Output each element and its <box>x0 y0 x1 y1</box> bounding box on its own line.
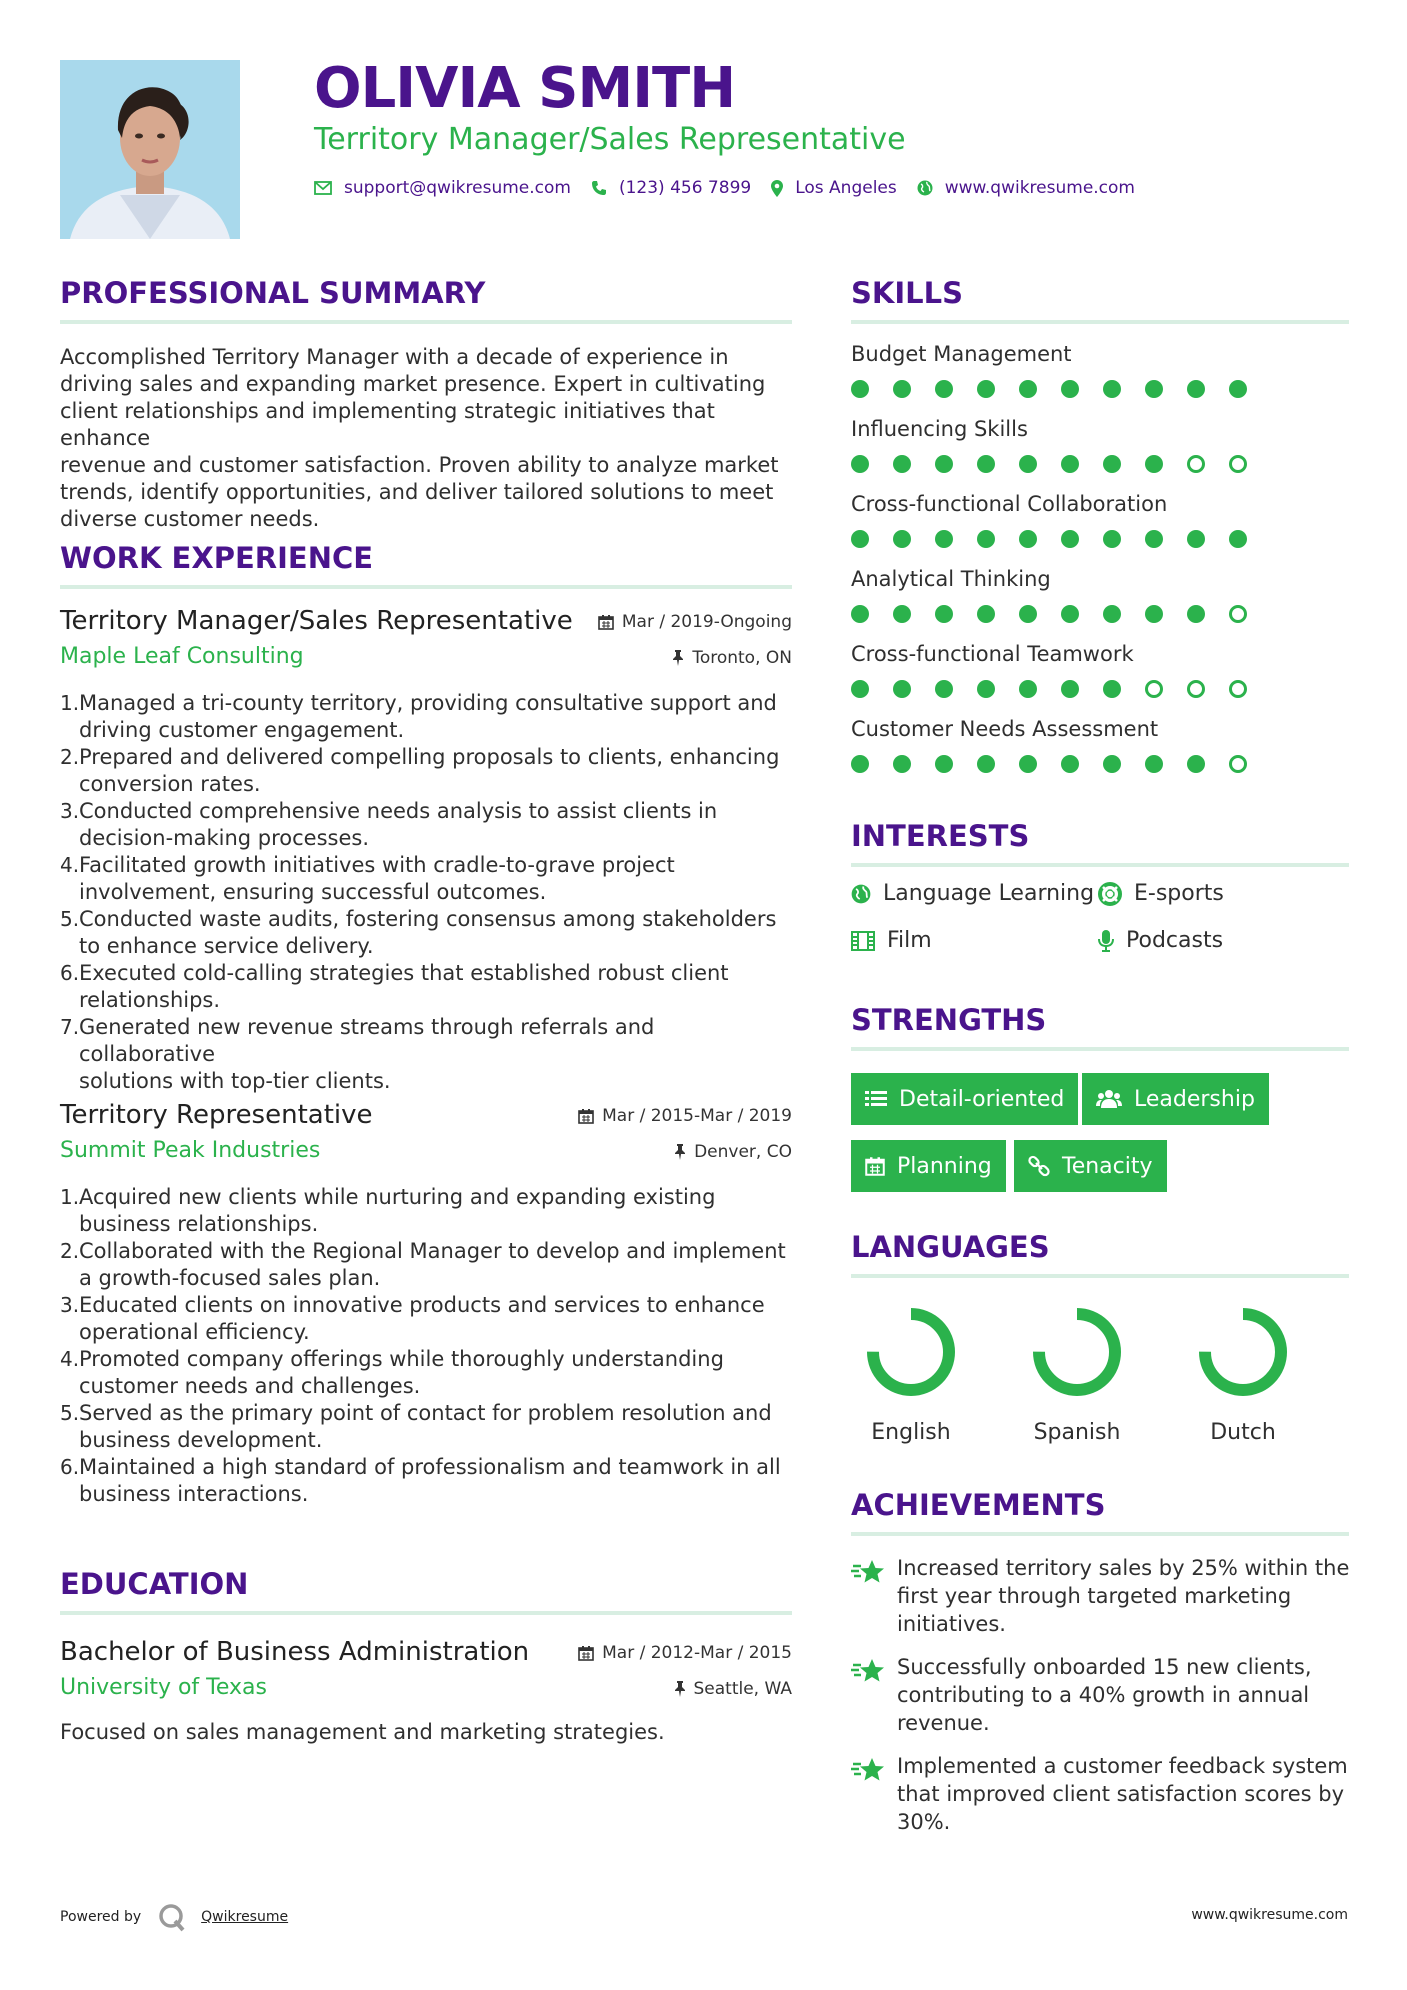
interest-label: Language Learning <box>883 881 1095 906</box>
job-date-text: Mar / 2019-Ongoing <box>621 612 792 632</box>
skill-dot-empty <box>1229 755 1247 773</box>
skill-dot-filled <box>977 680 995 698</box>
skill-dot-empty <box>1145 680 1163 698</box>
education-note: Focused on sales management and marketing strategies. <box>60 1720 665 1744</box>
skill-dot-filled <box>1061 530 1079 548</box>
job-location <box>674 1142 792 1162</box>
skill-dot-filled <box>1019 605 1037 623</box>
strength-badge <box>1082 1073 1269 1125</box>
list-item: 3. Conducted comprehensive needs analysis to assist clients in decision-making processes. <box>60 799 718 850</box>
star-award-icon <box>851 1558 885 1586</box>
skill-dot-empty <box>1229 455 1247 473</box>
language-name: English <box>871 1420 951 1445</box>
job-title: Territory Manager/Sales Representative <box>60 606 573 636</box>
skill-dot-filled <box>1061 680 1079 698</box>
skill-dot-filled <box>1187 755 1205 773</box>
skill-dot-filled <box>893 455 911 473</box>
skill-dot-filled <box>1187 380 1205 398</box>
skill-dot-filled <box>1019 680 1037 698</box>
company-name: Maple Leaf Consulting <box>60 644 304 669</box>
envelope-icon <box>314 181 332 195</box>
list-item: 2. Collaborated with the Regional Manager to develop and implement a growth-focused sales plan. <box>60 1239 786 1290</box>
skill-item <box>851 492 1349 567</box>
language-progress-arc <box>873 1314 949 1390</box>
skill-dot-filled <box>935 605 953 623</box>
summary-line: trends, identify opportunities, and deliver tailored solutions to meet <box>60 480 774 504</box>
list-item: 4. Promoted company offerings while thoroughly understanding customer needs and challenges. <box>60 1347 724 1398</box>
users-icon <box>1096 1089 1122 1109</box>
skill-dot-filled <box>935 680 953 698</box>
contact-bar <box>314 178 1155 198</box>
interest-item <box>1098 928 1223 953</box>
language-item <box>851 1302 971 1445</box>
skill-dot-filled <box>1061 380 1079 398</box>
skill-dot-filled <box>935 530 953 548</box>
globe-icon <box>851 884 871 904</box>
job-location-text: Toronto, ON <box>692 648 792 668</box>
skill-dot-filled <box>1061 755 1079 773</box>
skill-dot-filled <box>893 680 911 698</box>
skill-dot-filled <box>1229 380 1247 398</box>
footer-branding <box>60 1902 288 1932</box>
skill-dot-filled <box>935 755 953 773</box>
list-item: 4. Facilitated growth initiatives with cradle-to-grave project involvement, ensuring successful outcomes. <box>60 853 675 904</box>
website-text: www.qwikresume.com <box>944 178 1135 198</box>
skill-dot-filled <box>1061 605 1079 623</box>
section-divider <box>851 1274 1349 1278</box>
skill-item <box>851 567 1349 642</box>
profile-photo <box>60 60 240 239</box>
skill-dot-filled <box>977 380 995 398</box>
contact-location <box>771 178 897 198</box>
skill-dot-filled <box>1103 380 1121 398</box>
languages-heading: LANGUAGES <box>851 1230 1050 1264</box>
skill-rating <box>851 370 1349 417</box>
summary-line: driving sales and expanding market presence. Expert in cultivating <box>60 372 766 396</box>
link-icon <box>1028 1155 1050 1177</box>
skills-list <box>851 342 1349 792</box>
skill-dot-filled <box>1187 530 1205 548</box>
experience-section <box>60 541 792 589</box>
job-date <box>578 1106 792 1126</box>
list-item: 7. Generated new revenue streams through referrals and collaborative solutions with top-tier clients. <box>60 1015 655 1093</box>
interest-item <box>1098 881 1224 906</box>
achievement-item <box>851 1653 1357 1737</box>
interest-label: E-sports <box>1134 881 1224 906</box>
language-item <box>1183 1302 1303 1445</box>
education-section <box>60 1567 792 1746</box>
skill-dot-filled <box>893 380 911 398</box>
list-item: 1. Managed a tri-county territory, providing consultative support and driving customer engagement. <box>60 691 777 742</box>
skill-dot-filled <box>1019 755 1037 773</box>
skill-dot-filled <box>851 680 869 698</box>
skill-rating <box>851 445 1349 492</box>
list-item: 6. Maintained a high standard of professionalism and teamwork in all business interactions. <box>60 1455 781 1506</box>
summary-section <box>60 276 792 533</box>
skill-item <box>851 717 1349 792</box>
star-award-icon <box>851 1657 885 1685</box>
skill-dot-filled <box>1019 380 1037 398</box>
phone-text: (123) 456 7899 <box>618 178 752 198</box>
star-award-icon <box>851 1756 885 1784</box>
summary-line: Accomplished Territory Manager with a decade of experience in <box>60 345 729 369</box>
section-divider <box>851 863 1349 867</box>
strength-badge <box>851 1140 1006 1192</box>
lifebuoy-icon <box>1098 882 1122 906</box>
education-heading: EDUCATION <box>60 1567 249 1601</box>
skill-dot-filled <box>1145 380 1163 398</box>
education-location-text: Seattle, WA <box>693 1679 792 1699</box>
achievement-text: Successfully onboarded 15 new clients, contributing to a 40% growth in annual revenue. <box>897 1655 1312 1735</box>
interests-heading: INTERESTS <box>851 819 1030 853</box>
section-divider <box>851 1532 1349 1536</box>
skill-dot-filled <box>893 530 911 548</box>
job-entry <box>60 606 792 1095</box>
skills-section <box>851 276 1349 792</box>
calendar-icon <box>578 1645 594 1661</box>
skill-dot-filled <box>1145 605 1163 623</box>
location-text: Los Angeles <box>795 178 897 198</box>
pushpin-icon <box>674 1144 686 1160</box>
skill-name: Cross-functional Collaboration <box>851 492 1168 516</box>
skill-dot-filled <box>1145 530 1163 548</box>
skill-dot-filled <box>977 530 995 548</box>
summary-line: revenue and customer satisfaction. Proven ability to analyze market <box>60 453 779 477</box>
skill-dot-filled <box>1229 530 1247 548</box>
skill-dot-filled <box>893 605 911 623</box>
skill-name: Cross-functional Teamwork <box>851 642 1134 666</box>
summary-line: client relationships and implementing strategic initiatives that enhance <box>60 399 715 450</box>
skill-name: Customer Needs Assessment <box>851 717 1159 741</box>
language-name: Spanish <box>1033 1420 1121 1445</box>
achievement-item <box>851 1752 1357 1836</box>
microphone-icon <box>1098 930 1114 952</box>
language-progress-ring <box>1183 1302 1303 1402</box>
language-progress-arc <box>1039 1314 1115 1390</box>
strength-label: Leadership <box>1134 1086 1255 1112</box>
qwikresume-logo-icon <box>157 1902 187 1932</box>
education-date-text: Mar / 2012-Mar / 2015 <box>602 1643 792 1663</box>
degree-title: Bachelor of Business Administration <box>60 1637 530 1667</box>
skill-dot-filled <box>977 455 995 473</box>
achievement-text: Implemented a customer feedback system that improved client satisfaction scores by 30%. <box>897 1754 1348 1834</box>
skill-dot-filled <box>851 530 869 548</box>
education-location <box>674 1679 793 1699</box>
responsibility-list <box>60 1184 792 1508</box>
skill-rating <box>851 595 1349 642</box>
candidate-name: OLIVIA SMITH <box>314 56 736 121</box>
skill-dot-filled <box>935 380 953 398</box>
skill-item <box>851 642 1349 717</box>
section-divider <box>60 320 792 324</box>
list-item: 5. Served as the primary point of contact for problem resolution and business development. <box>60 1401 772 1452</box>
calendar-icon <box>598 614 614 630</box>
skill-dot-filled <box>1103 455 1121 473</box>
skill-rating <box>851 745 1349 792</box>
skill-dot-empty <box>1229 680 1247 698</box>
experience-heading: WORK EXPERIENCE <box>60 541 374 575</box>
calendar-icon <box>865 1156 885 1176</box>
pushpin-icon <box>674 1681 686 1697</box>
interests-section <box>851 819 1349 969</box>
job-location <box>672 648 792 668</box>
list-item: 2. Prepared and delivered compelling proposals to clients, enhancing conversion rates. <box>60 745 780 796</box>
skill-name: Analytical Thinking <box>851 567 1051 591</box>
candidate-title: Territory Manager/Sales Representative <box>314 122 906 157</box>
list-item: 6. Executed cold-calling strategies that established robust client relationships. <box>60 961 729 1012</box>
skill-dot-filled <box>1103 530 1121 548</box>
strength-label: Planning <box>897 1153 992 1179</box>
job-entry <box>60 1100 792 1508</box>
globe-icon <box>917 180 933 196</box>
skill-dot-filled <box>1061 455 1079 473</box>
skill-dot-filled <box>1019 530 1037 548</box>
summary-line: diverse customer needs. <box>60 507 320 531</box>
skill-dot-filled <box>1103 605 1121 623</box>
skill-dot-empty <box>1187 455 1205 473</box>
skill-rating <box>851 670 1349 717</box>
skill-dot-filled <box>1187 605 1205 623</box>
summary-heading: PROFESSIONAL SUMMARY <box>60 276 486 310</box>
interest-item <box>851 928 932 953</box>
calendar-icon <box>578 1108 594 1124</box>
job-date <box>598 612 792 632</box>
strengths-heading: STRENGTHS <box>851 1003 1047 1037</box>
list-icon <box>865 1090 887 1108</box>
language-progress-ring <box>851 1302 971 1402</box>
brand-link[interactable]: Qwikresume <box>201 1909 289 1925</box>
list-item: 1. Acquired new clients while nurturing and expanding existing business relationships. <box>60 1185 716 1236</box>
powered-by-text: Powered by <box>60 1909 142 1925</box>
school-name: University of Texas <box>60 1675 267 1700</box>
skill-item <box>851 417 1349 492</box>
skill-dot-filled <box>851 380 869 398</box>
section-divider <box>851 1047 1349 1051</box>
contact-phone[interactable] <box>591 178 751 198</box>
footer-website-link[interactable]: www.qwikresume.com <box>1191 1907 1348 1923</box>
skill-dot-filled <box>851 605 869 623</box>
strength-label: Tenacity <box>1062 1153 1153 1179</box>
skill-dot-filled <box>893 755 911 773</box>
summary-text <box>60 344 792 533</box>
list-item: 5. Conducted waste audits, fostering consensus among stakeholders to enhance service delivery. <box>60 907 777 958</box>
skill-dot-filled <box>1145 755 1163 773</box>
strength-badge <box>851 1073 1078 1125</box>
strength-badge <box>1014 1140 1167 1192</box>
skills-heading: SKILLS <box>851 276 963 310</box>
skill-dot-filled <box>1103 680 1121 698</box>
skill-dot-filled <box>851 455 869 473</box>
interest-item <box>851 881 1094 906</box>
job-location-text: Denver, CO <box>694 1142 792 1162</box>
skill-dot-filled <box>977 605 995 623</box>
skill-rating <box>851 520 1349 567</box>
skill-dot-filled <box>935 455 953 473</box>
pushpin-icon <box>672 650 684 666</box>
achievement-text: Increased territory sales by 25% within the first year through targeted marketing initiatives. <box>897 1556 1350 1636</box>
contact-email[interactable] <box>314 178 571 198</box>
map-marker-icon <box>771 180 783 197</box>
section-divider <box>60 585 792 589</box>
skill-dot-empty <box>1187 680 1205 698</box>
strengths-section <box>851 1003 1349 1203</box>
interest-label: Podcasts <box>1126 928 1224 953</box>
language-progress-arc <box>1205 1314 1281 1390</box>
job-date-text: Mar / 2015-Mar / 2019 <box>602 1106 792 1126</box>
achievement-item <box>851 1554 1357 1638</box>
skill-dot-filled <box>1145 455 1163 473</box>
portrait-image <box>60 60 240 239</box>
skill-dot-filled <box>851 755 869 773</box>
contact-website[interactable] <box>917 178 1135 198</box>
company-name: Summit Peak Industries <box>60 1138 321 1163</box>
language-item <box>1017 1302 1137 1445</box>
education-date <box>578 1643 792 1663</box>
language-progress-ring <box>1017 1302 1137 1402</box>
job-title: Territory Representative <box>60 1100 373 1130</box>
interest-label: Film <box>887 928 932 953</box>
skill-dot-filled <box>1019 455 1037 473</box>
phone-icon <box>591 180 607 196</box>
film-icon <box>851 931 875 951</box>
email-text: support@qwikresume.com <box>344 178 571 198</box>
skill-name: Budget Management <box>851 342 1072 366</box>
language-name: Dutch <box>1210 1420 1276 1445</box>
strength-label: Detail-oriented <box>899 1086 1065 1112</box>
section-divider <box>851 320 1349 324</box>
skill-item <box>851 342 1349 417</box>
skill-dot-empty <box>1229 605 1247 623</box>
achievements-heading: ACHIEVEMENTS <box>851 1488 1106 1522</box>
skill-dot-filled <box>1103 755 1121 773</box>
skill-name: Influencing Skills <box>851 417 1028 441</box>
responsibility-list <box>60 690 792 1095</box>
languages-section <box>851 1230 1349 1450</box>
section-divider <box>60 1611 792 1615</box>
skill-dot-filled <box>977 755 995 773</box>
list-item: 3. Educated clients on innovative products and services to enhance operational efficiency. <box>60 1293 765 1344</box>
achievements-section <box>851 1488 1349 1848</box>
